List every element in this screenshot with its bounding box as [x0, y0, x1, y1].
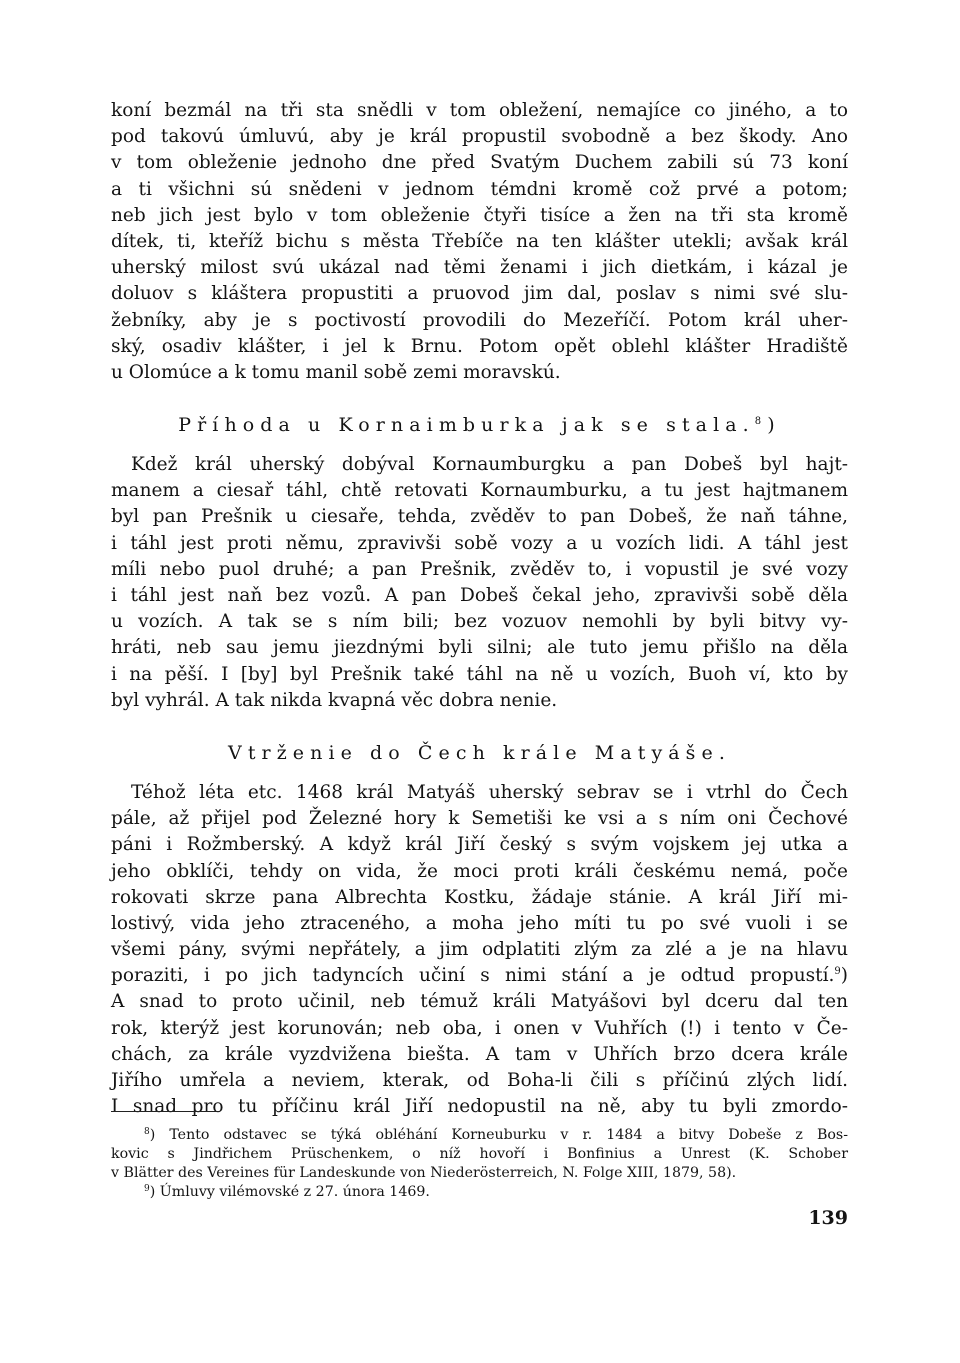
text-line: pod takovú úmluvú, aby je král propustil svobodně a bez škody. Ano — [111, 126, 848, 148]
footnote-line: v Blätter des Vereines für Landeskunde von Niederösterreich, N. Folge XIII, 1879, 58). — [111, 1165, 737, 1181]
text-line: míli nebo puol druhé; a pan Prešnik, zvěděv to, i vopustil je své vozy — [111, 558, 848, 580]
text-line: žebníky, aby je s poctivostí provodili do Mezeříčí. Potom král uher- — [111, 309, 848, 331]
text-line: u vozích. A tak se s ním bili; bez vozuov nemohli by byli bitvy vy- — [111, 611, 848, 633]
text-line: všemi pány, svými nepřátely, a jim odplatiti zlým za zlé a je na hlavu — [111, 939, 848, 961]
footnote-divider — [111, 1111, 219, 1112]
footnote-reference-closing: ) — [840, 965, 848, 987]
footnotes — [111, 1126, 848, 1202]
text-line: i na pěší. I [by] byl Prešnik také táhl na ně u vozích, Buoh ví, kto by — [111, 663, 848, 685]
section-heading — [111, 410, 848, 440]
text-line: A snad to proto učinil, neb témuž králi Matyášovi byl dceru dal ten — [111, 991, 848, 1013]
text-line: rokovati skrze pana Albrechta Kostku, žádaje stánie. A král Jiří mi- — [111, 886, 848, 908]
text-line: pále, až přijel pod Železné hory k Semetiši ke vsi a s ním oni Čechové — [111, 808, 848, 830]
footnote-reference-closing: ) — [767, 414, 781, 437]
paragraph — [111, 98, 848, 386]
text-line: lostivý, vida jeho ztraceného, a moha jeho míti tu po své vuoli i se — [111, 912, 848, 934]
text-line: u Olomúce a k tomu manil sobě zemi moravskú. — [111, 361, 561, 383]
footnote-text: ) Tento odstavec se týká obléhání Korneuburku v r. 1484 a bitvy Dobeše z Bos- — [149, 1127, 848, 1143]
footnote-line: kovic s Jindřichem Prüschenkem, o níž hovoří i Bonfinius a Unrest (K. Schober — [111, 1146, 848, 1162]
footnote-reference: 9 — [834, 966, 841, 978]
text-line: ský, osadiv klášter, i jel k Brnu. Potom opět oblehl klášter Hradiště — [111, 335, 848, 357]
footnote-line — [111, 1126, 848, 1145]
text-line — [111, 963, 848, 989]
text-line: rok, kterýž jest korunován; neb oba, i onen v Vuhřích (!) i tento v Če- — [111, 1017, 848, 1039]
text-line: i táhl jest proti němu, zpravivši sobě vozy a u vozích lidi. A táhl jest — [111, 532, 848, 554]
section-heading — [111, 738, 848, 768]
footnote-marker: 8 — [144, 1127, 150, 1137]
text-line: i táhl jest naň bez vozů. A pan Dobeš čekal jeho, zpravivši sobě děla — [111, 585, 848, 606]
footnote-text: ) Úmluvy vilémovské z 27. února 1469. — [149, 1184, 430, 1200]
text-line: doluov s kláštera propustiti a pruovod jim dal, poslav s nimi své slu- — [111, 283, 848, 305]
text-line: koní bezmál na tři sta snědli v tom obležení, nemajíce co jiného, a to — [111, 100, 848, 121]
paragraph — [111, 452, 848, 714]
text-segment: poraziti, i po jich tadyncích učiní s nimi stání a je odtud propustí. — [111, 965, 835, 987]
text-line: páni i Rožmberský. A když král Jiří český s svým vojskem jej utka a — [111, 834, 848, 856]
text-line: a ti všichni sú snědeni v jednom témdni kromě což prvé a potom; — [111, 178, 848, 200]
footnote-reference: 8 — [754, 416, 768, 428]
footnote-marker: 9 — [144, 1184, 150, 1194]
text-line: jeho obklíči, tehdy on vida, že moci proti králi českému nemá, poče — [111, 860, 848, 882]
page-number: 139 — [808, 1207, 848, 1229]
text-line: Téhož léta etc. 1468 král Matyáš uherský sebrav se i vtrhl do Čech — [131, 781, 848, 803]
text-line: dítek, ti, kteříž bichu s města Třebíče na ten klášter utekli; avšak král — [111, 230, 848, 252]
footnote-line — [111, 1183, 848, 1202]
heading-text: Příhoda u Kornaimburka jak se stala. — [178, 414, 755, 437]
text-line: manem a ciesař táhl, chtě retovati Kornaumburku, a tu jest hajtmanem — [111, 480, 848, 502]
text-line: hráti, neb sau jemu jiezdnými byli silni; ale tuto jemu přišlo na děla — [111, 637, 848, 659]
text-line: Jiřího umřela a neviem, kterak, od Boha-li čili s příčinú zlých lidí. — [111, 1070, 848, 1091]
text-line: byl pan Prešnik u ciesaře, tehda, zvěděv to pan Dobeš, že naň táhne, — [111, 506, 848, 528]
text-line: byl vyhrál. A tak nikda kvapná věc dobra nenie. — [111, 689, 558, 711]
text-line: neb jich jest bylo v tom obleženie čtyři tisíce a žen na tři sta kromě — [111, 204, 848, 226]
text-line: Kdež král uherský dobýval Kornaumburgku a pan Dobeš byl hajt- — [131, 454, 848, 476]
text-line: chách, za krále vyzdvižena biešta. A tam v Uhřích brzo dcera krále — [111, 1043, 848, 1065]
text-line: uherský milost svú ukázal nad těmi ženami i jich dietkám, i kázal je — [111, 257, 848, 279]
page-body — [111, 98, 848, 1120]
paragraph — [111, 780, 848, 1120]
text-line: I snad pro tu příčinu král Jiří nedopustil na ně, aby tu byli zmordo- — [111, 1096, 848, 1118]
text-line: v tom obleženie jednoho dne před Svatým Duchem zabili sú 73 koní — [111, 152, 848, 174]
heading-text: Vtrženie do Čech krále Matyáše. — [228, 741, 731, 764]
